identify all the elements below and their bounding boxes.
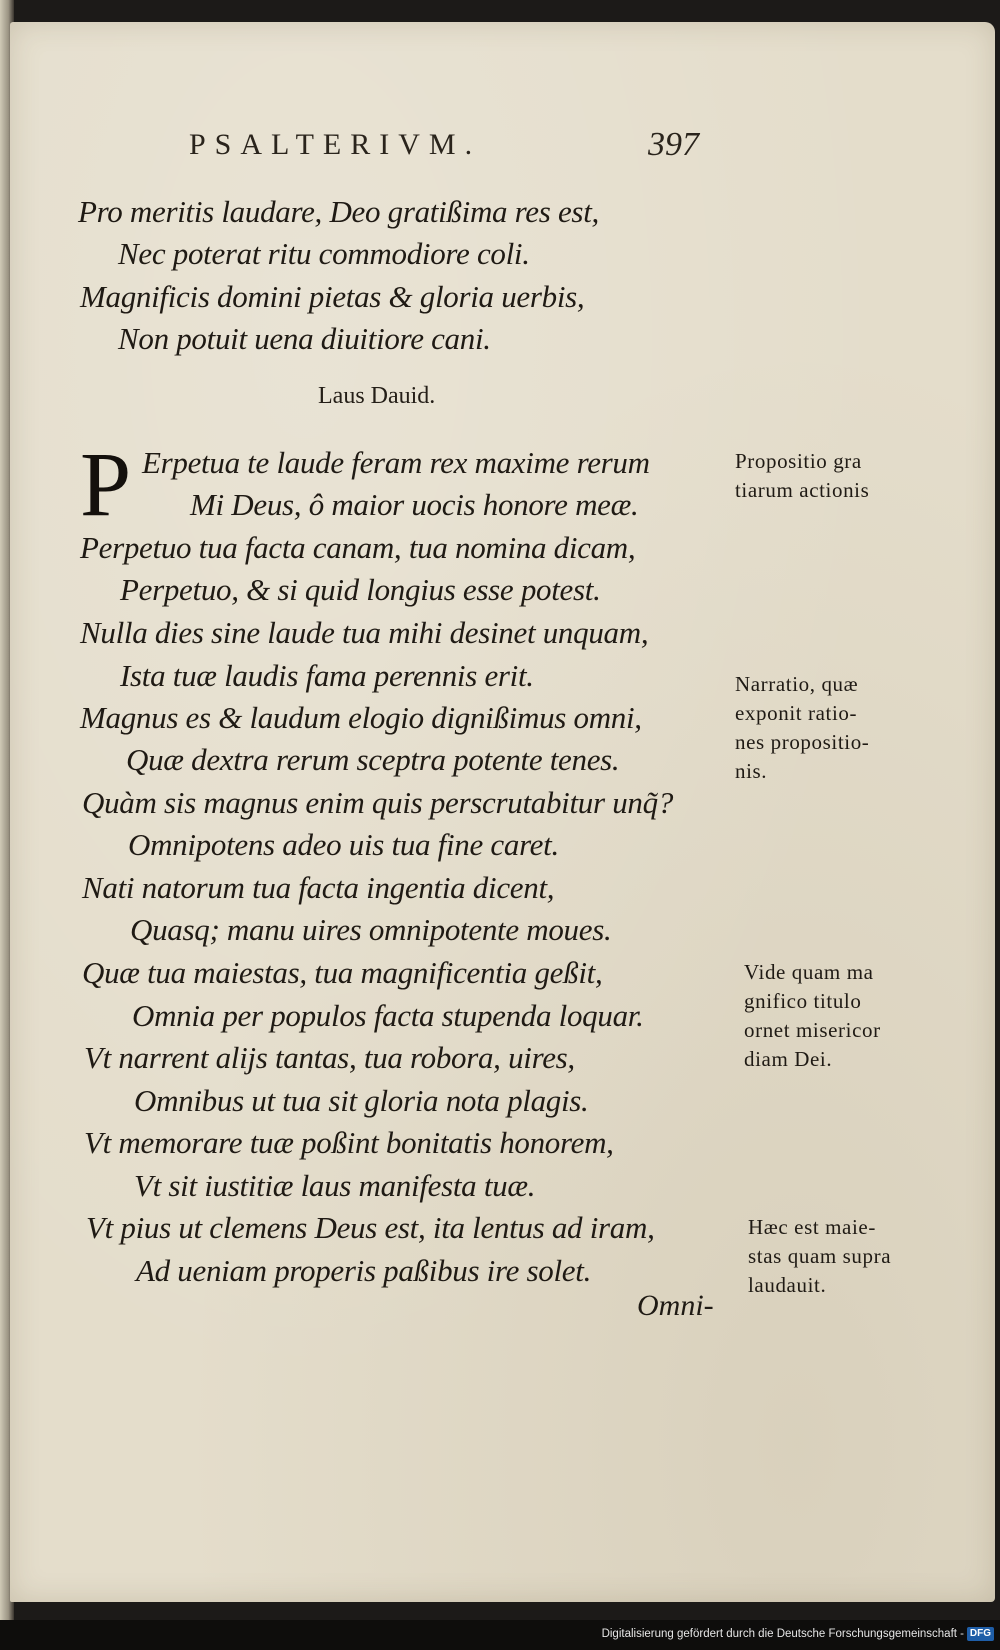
verse-line: Perpetuo tua facta canam, tua nomina dicam, xyxy=(80,530,636,565)
marginal-note-line: Propositio gra xyxy=(735,449,862,473)
marginal-note-line: gnifico titulo xyxy=(744,989,862,1013)
marginal-note-line: nis. xyxy=(735,759,768,783)
marginal-note-line: nes propositio- xyxy=(735,730,870,754)
page-header xyxy=(0,128,1000,168)
verse-line: Vt sit iustitiæ laus manifesta tuæ. xyxy=(134,1168,536,1203)
marginal-note-line: exponit ratio- xyxy=(735,701,858,725)
verse-line: Mi Deus, ô maior uocis honore meæ. xyxy=(190,487,639,522)
verse-line: Ista tuæ laudis fama perennis erit. xyxy=(120,658,534,693)
verse-line: Erpetua te laude feram rex maxime rerum xyxy=(142,445,650,480)
verse-line: Omnia per populos facta stupenda loquar. xyxy=(132,998,644,1033)
verse-line: Quàm sis magnus enim quis perscrutabitur unq̃? xyxy=(82,785,674,820)
verse-line: Quæ dextra rerum sceptra potente tenes. xyxy=(126,742,620,777)
marginal-note xyxy=(735,670,935,786)
verse-line: Quæ tua maiestas, tua magnificentia geßit, xyxy=(82,955,603,990)
marginal-note-line: diam Dei. xyxy=(744,1047,833,1071)
verse-line: Pro meritis laudare, Deo gratißima res est, xyxy=(78,194,599,229)
verse-line: Perpetuo, & si quid longius esse potest. xyxy=(120,572,601,607)
marginal-note-line: Hæc est maie- xyxy=(748,1215,876,1239)
running-head: PSALTERIVM. xyxy=(189,128,482,161)
section-title: Laus Dauid. xyxy=(318,383,436,409)
marginal-note-line: stas quam supra xyxy=(748,1244,892,1268)
verse-line: Nulla dies sine laude tua mihi desinet unquam, xyxy=(80,615,649,650)
verse-line: Magnificis domini pietas & gloria uerbis, xyxy=(80,279,585,314)
verse-line: Vt memorare tuæ poßint bonitatis honorem, xyxy=(84,1125,614,1160)
digitization-credit: Digitalisierung gefördert durch die Deutsche Forschungsgemeinschaft - xyxy=(601,1628,964,1640)
page-number: 397 xyxy=(648,126,699,163)
catchword: Omni- xyxy=(637,1289,714,1322)
verse-line: Nec poterat ritu commodiore coli. xyxy=(118,236,530,271)
marginal-note-line: ornet misericor xyxy=(744,1018,881,1042)
verse-line: Non potuit uena diuitiore cani. xyxy=(118,321,491,356)
marginal-note-line: Vide quam ma xyxy=(744,960,874,984)
verse-line: Quasq; manu uires omnipotente moues. xyxy=(130,912,612,947)
verse-line: Magnus es & laudum elogio dignißimus omni, xyxy=(80,700,642,735)
verse-line: Ad ueniam properis paßibus ire solet. xyxy=(136,1253,592,1288)
marginal-note-line: tiarum actionis xyxy=(735,478,870,502)
verse-line: Nati natorum tua facta ingentia dicent, xyxy=(82,870,555,905)
digitization-credit-bar xyxy=(0,1620,1000,1650)
marginal-note-line: laudauit. xyxy=(748,1273,827,1297)
dfg-logo: DFG xyxy=(967,1627,994,1641)
marginal-note xyxy=(735,447,935,505)
verse-line: Omnipotens adeo uis tua fine caret. xyxy=(128,827,559,862)
marginal-note-line: Narratio, quæ xyxy=(735,672,859,696)
verse-line: Vt narrent alijs tantas, tua robora, uires, xyxy=(84,1040,575,1075)
drop-cap: P xyxy=(80,433,132,535)
verse-line: Vt pius ut clemens Deus est, ita lentus ad iram, xyxy=(86,1210,655,1245)
verse-line: Omnibus ut tua sit gloria nota plagis. xyxy=(134,1083,589,1118)
marginal-note xyxy=(744,958,944,1074)
marginal-note xyxy=(748,1213,948,1300)
